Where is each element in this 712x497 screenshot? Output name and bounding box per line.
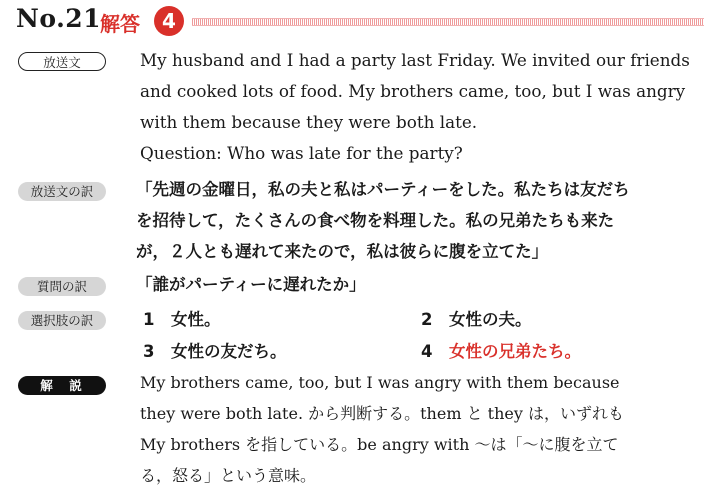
explanation-label: 解 説 [18, 376, 106, 395]
choice-2 [421, 308, 532, 332]
choice-text: 女性の友だち。 [171, 342, 287, 361]
question-translation-label: 質問の訳 [18, 277, 106, 296]
translation-line: を招待して，たくさんの食べ物を料理した。私の兄弟たちも来た [136, 211, 615, 230]
choice-number: 2 [421, 310, 433, 329]
script-question: Question: Who was late for the party? [140, 143, 463, 163]
answer-badge: 4 [154, 6, 184, 36]
explanation-line: My brothers を指している。be angry with ～は「～に腹を立て [140, 435, 619, 454]
header [0, 0, 712, 40]
question-number: No.21 [16, 4, 102, 33]
answer-label: 解答 [100, 12, 140, 36]
explanation-line: they were both late. から判断する。them と they は，いずれも [140, 404, 624, 423]
choice-text: 女性の兄弟たち。 [449, 342, 581, 361]
choices-translation-label: 選択肢の訳 [18, 311, 106, 330]
translation-line: 「先週の金曜日，私の夫と私はパーティーをした。私たちは友だち [136, 180, 630, 199]
script-text [140, 45, 706, 169]
choice-text: 女性の夫。 [449, 310, 532, 329]
script-body: My husband and I had a party last Friday. We invited our friends and cooked lots of food. My brothers came, too, but I was angry with them because they were both late. [140, 50, 690, 132]
choice-text: 女性。 [171, 310, 221, 329]
choice-4-correct [421, 340, 581, 364]
explanation-line: My brothers came, too, but I was angry with them because [140, 373, 620, 392]
choice-number: 3 [143, 342, 155, 361]
question-translation-text: 「誰がパーティーに遅れたか」 [136, 275, 366, 294]
choice-3 [143, 340, 287, 364]
translation-text [136, 174, 702, 267]
translation-label: 放送文の訳 [18, 182, 106, 201]
choice-number: 1 [143, 310, 155, 329]
explanation-line: る，怒る」という意味。 [140, 466, 317, 485]
translation-line: が，２人とも遅れて来たので，私は彼らに腹を立てた」 [136, 242, 549, 261]
choice-number: 4 [421, 342, 433, 361]
header-rule [192, 18, 704, 26]
script-label: 放送文 [18, 52, 106, 71]
explanation-text [140, 367, 702, 491]
choice-1 [143, 308, 221, 332]
